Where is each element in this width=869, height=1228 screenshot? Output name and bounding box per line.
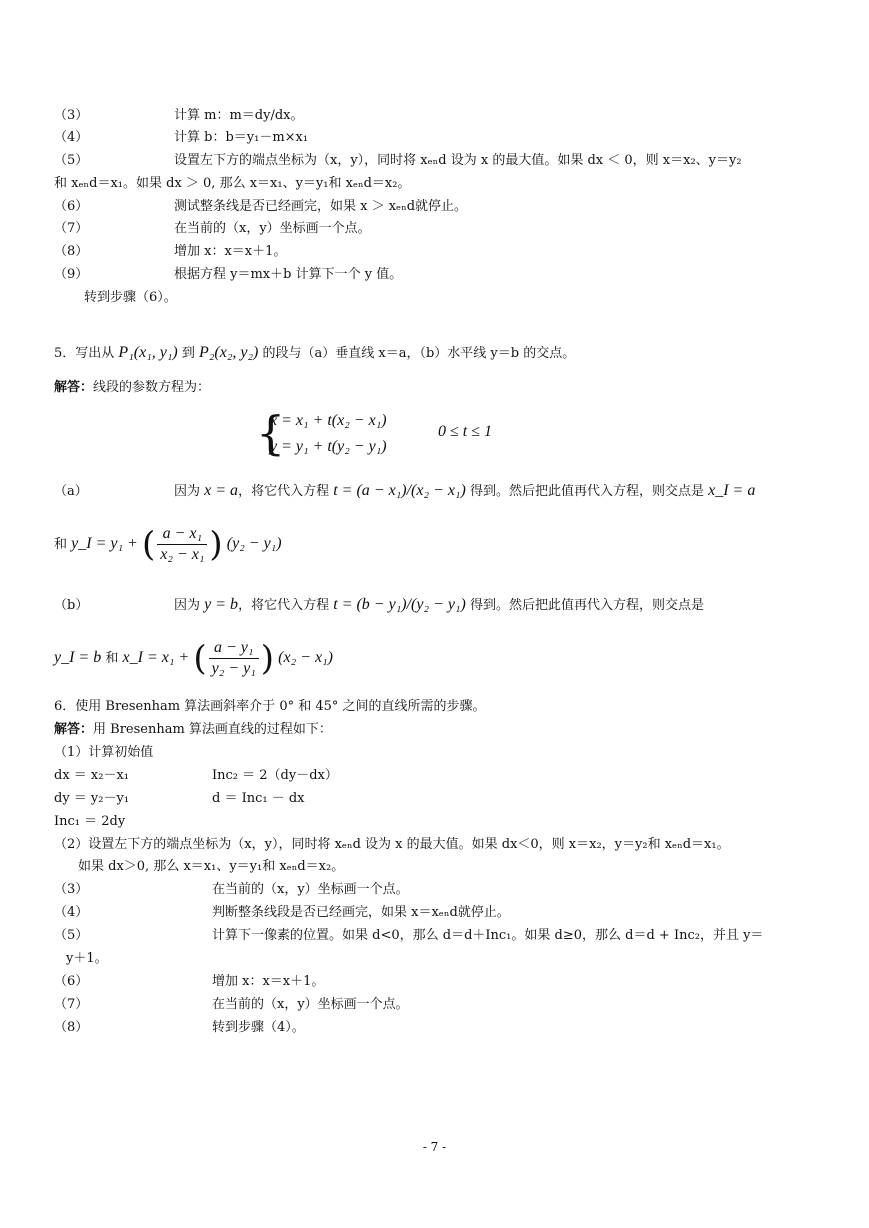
case-b-text-2: ，将它代入方程 (238, 598, 330, 613)
step-line (54, 903, 510, 923)
step-line (54, 197, 467, 217)
case-a-number: （a） (54, 484, 88, 499)
question-6-title: 6．使用 Bresenham 算法画斜率介于 0° 和 45° 之间的直线所需的步骤。 (54, 699, 486, 714)
case-b-number: （b） (54, 598, 89, 613)
case-b-xi: x_I = x₁ + (122, 649, 190, 666)
answer-label: 解答： (54, 380, 94, 395)
case-a-math-2: t = (a − x₁)/(x₂ − x₁) (333, 482, 466, 499)
step-number: （7） (54, 221, 89, 236)
case-b-factor: (x₂ − x₁) (278, 649, 333, 666)
step-text: 根据方程 y＝mx＋b 计算下一个 y 值。 (174, 267, 403, 282)
case-a-and: 和 (54, 537, 68, 552)
case-b-yi: y_I = b (54, 649, 102, 666)
answer-text: 线段的参数方程为： (93, 380, 211, 395)
case-a-line (54, 481, 755, 502)
case-a-math-3: x_I = a (708, 482, 756, 499)
init-row-1 (54, 766, 338, 786)
step-line (54, 880, 409, 900)
init-dy: dy ＝ y₂－y₁ (54, 791, 130, 806)
step-text: 在当前的（x，y）坐标画一个点。 (174, 221, 371, 236)
step-number: （6） (54, 199, 89, 214)
step-line (54, 219, 371, 239)
step-text: 增加 x：x＝x＋1。 (174, 244, 287, 259)
case-a-result (54, 524, 282, 565)
step-number: （4） (54, 905, 89, 920)
step-number: （9） (54, 267, 89, 282)
fraction (157, 524, 207, 565)
step-line (54, 926, 763, 946)
right-paren: ) (209, 524, 223, 565)
step-text: 转到步骤（4）。 (212, 1020, 305, 1035)
q6-answer-line (54, 720, 332, 740)
parametric-equations (270, 408, 387, 460)
case-b-text-3: 得到。然后把此值再代入方程，则交点是 (469, 598, 704, 613)
fraction-numerator: a − y₁ (213, 639, 254, 656)
case-a-math-1: x = a (204, 482, 239, 499)
step-text: 计算 b：b＝y₁－m×x₁ (174, 130, 309, 145)
step-number: （3） (54, 108, 89, 123)
q5-mid: 到 (181, 346, 195, 361)
init-inc2: Inc₂ ＝ 2（dy－dx） (212, 768, 338, 783)
answer-label: 解答： (54, 722, 94, 737)
page-number: - 7 - (422, 1140, 447, 1154)
step-continuation: 和 xₑₙd＝x₁。如果 dx ＞ 0, 那么 x＝x₁、y＝y₁和 xₑₙd＝x₂。 (54, 176, 411, 191)
step-text: 计算 m：m＝dy/dx。 (174, 108, 304, 123)
init-row-2 (54, 789, 305, 809)
step-number: （5） (54, 153, 89, 168)
equation-y: y = y₁ + t(y₂ − y₁) (270, 438, 387, 455)
parameter-range: 0 ≤ t ≤ 1 (438, 423, 493, 440)
step-number: （3） (54, 882, 89, 897)
equation-brace: { (256, 406, 286, 460)
step-line (54, 128, 308, 148)
left-paren: ( (193, 638, 207, 679)
case-b-result (54, 638, 333, 679)
step-continuation: y＋1。 (66, 951, 108, 966)
question-5-title (54, 343, 575, 364)
q6-step-2-continuation: 如果 dx＞0, 那么 x＝x₁、y＝y₁和 xₑₙd＝x₂。 (78, 859, 345, 874)
step-line (54, 265, 402, 285)
step-number: （5） (54, 928, 89, 943)
q5-prefix: 5．写出从 (54, 346, 115, 361)
case-b-math-2: t = (b − y₁)/(y₂ − y₁) (333, 596, 466, 613)
step-text: 增加 x：x＝x＋1。 (212, 974, 325, 989)
step-text: 测试整条线是否已经画完，如果 x ＞ xₑₙd就停止。 (174, 199, 468, 214)
step-text: 计算下一像素的位置。如果 d<0，那么 d＝d＋Inc₁。如果 d≥0，那么 d＝d + Inc₂，并且 y＝ (212, 928, 764, 943)
init-d: d ＝ Inc₁ － dx (212, 791, 305, 806)
case-b-line (54, 595, 704, 616)
q5-point-2: P₂(x₂, y₂) (199, 344, 259, 361)
q5-suffix: 的段与（a）垂直线 x＝a，（b）水平线 y＝b 的交点。 (262, 346, 576, 361)
case-a-yi: y_I = y₁ + (71, 535, 138, 552)
step-number: （6） (54, 974, 89, 989)
fraction-numerator: a − x₁ (162, 525, 203, 542)
step-text: 在当前的（x，y）坐标画一个点。 (212, 997, 409, 1012)
q6-step-2: （2）设置左下方的端点坐标为（x，y），同时将 xₑₙd 设为 x 的最大值。如果 dx＜0，则 x＝x₂，y＝y₂和 xₑₙd＝x₁。 (54, 837, 730, 852)
step-line (54, 106, 304, 126)
equation-x: x = x₁ + t(x₂ − x₁) (270, 412, 387, 429)
fraction-denominator: x₂ − x₁ (157, 544, 207, 565)
case-b-and: 和 (105, 651, 119, 666)
case-b-math-1: y = b (204, 596, 239, 613)
init-inc1: Inc₁ ＝ 2dy (54, 814, 126, 829)
init-dx: dx ＝ x₂－x₁ (54, 768, 130, 783)
step-line (54, 995, 409, 1015)
case-b-text-1: 因为 (174, 598, 201, 613)
step-text: 设置左下方的端点坐标为（x，y），同时将 xₑₙd 设为 x 的最大值。如果 dx ＜ 0，则 x＝x₂、y＝y₂ (174, 153, 742, 168)
left-paren: ( (141, 524, 156, 565)
step-number: （8） (54, 1020, 89, 1035)
step-text: 判断整条线段是否已经画完，如果 x＝xₑₙd就停止。 (212, 905, 510, 920)
step-line (54, 972, 324, 992)
step-text: 在当前的（x，y）坐标画一个点。 (212, 882, 409, 897)
fraction (209, 638, 259, 679)
goto-line: 转到步骤（6）。 (84, 290, 177, 305)
answer-text: 用 Bresenham 算法画直线的过程如下： (93, 722, 332, 737)
step-number: （4） (54, 130, 89, 145)
right-paren: ) (260, 638, 275, 679)
case-a-text-3: 得到。然后把此值再代入方程，则交点是 (469, 484, 704, 499)
step-line (54, 1018, 305, 1038)
case-a-text-2: ，将它代入方程 (238, 484, 330, 499)
step-line (54, 151, 742, 171)
q6-step-1: （1）计算初始值 (54, 745, 154, 760)
case-a-text-1: 因为 (174, 484, 201, 499)
step-number: （7） (54, 997, 89, 1012)
case-a-factor: (y₂ − y₁) (226, 535, 282, 552)
q5-answer-line (54, 378, 210, 398)
q5-point-1: P₁(x₁, y₁) (118, 344, 178, 361)
fraction-denominator: y₂ − y₁ (209, 658, 259, 679)
step-line (54, 242, 286, 262)
step-number: （8） (54, 244, 89, 259)
